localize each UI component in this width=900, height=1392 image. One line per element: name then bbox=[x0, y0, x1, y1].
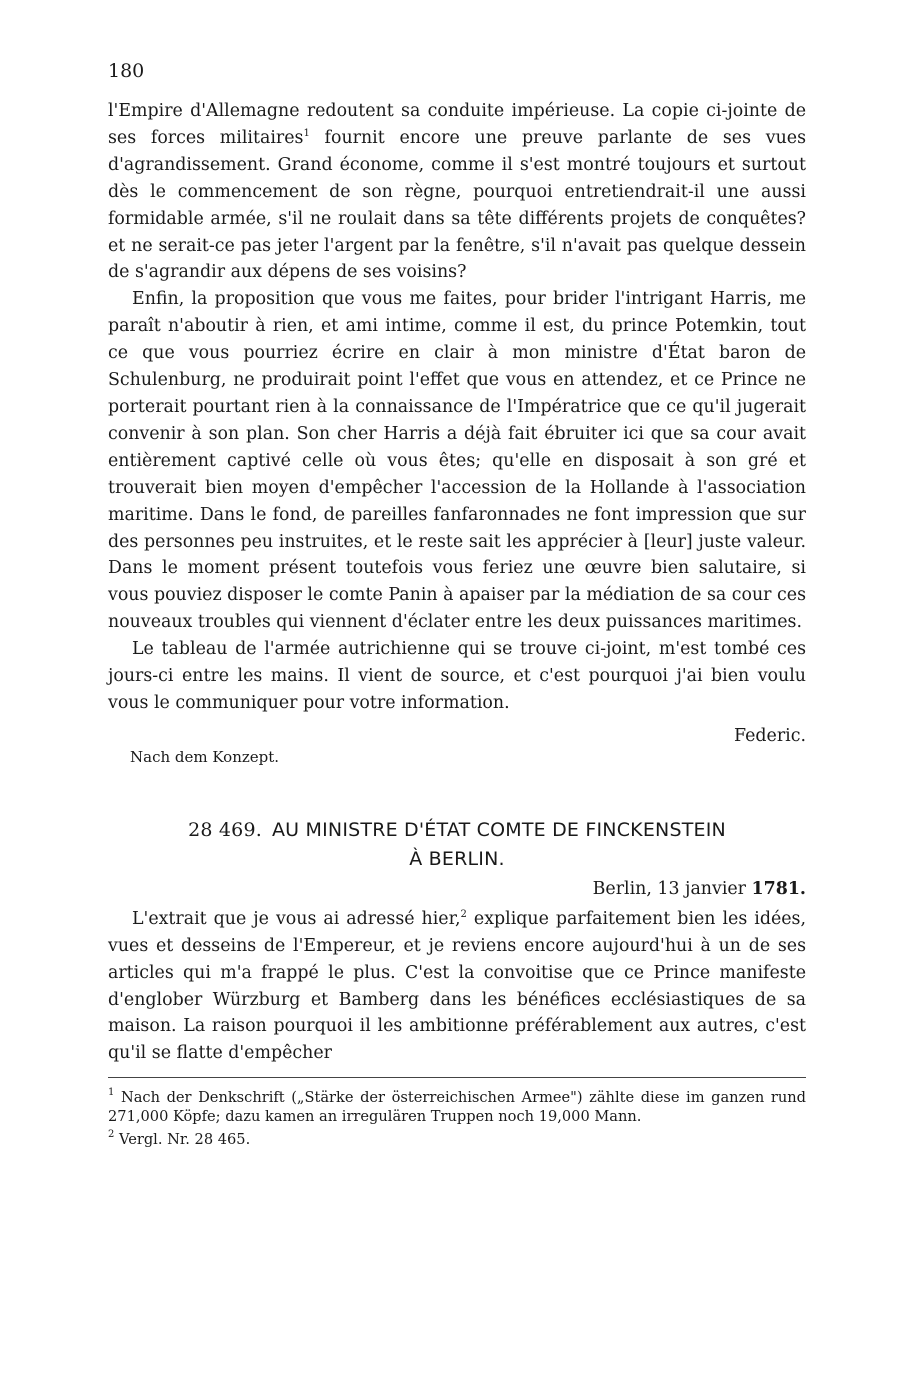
date-year: 1781. bbox=[751, 878, 806, 899]
body-paragraph: Enfin, la proposition que vous me faites, pour brider l'intrigant Harris, me paraît n'aboutir à rien, et ami intime, comme il est, du prince Potemkin, tout ce que vous pourriez écrire en clair à mon ministre d'État baron de Schulenburg, ne produirait point l'effet que vous en attendez, et ce Prince ne porterait pourtant rien à la connaissance de l'Impératrice que ce qu'il jugerait convenir à son plan. Son cher Harris a déjà fait ébruiter ici que sa cour avait entièrement captivé celle où vous êtes; qu'elle en disposait à son gré et trouverait bien moyen d'empêcher l'accession de la Hollande à l'association maritime. Dans le fond, de pareilles fanfaronnades ne font impression que sur des personnes peu instruites, et le reste sait les apprécier à [leur] juste valeur. Dans le moment présent toutefois vous feriez une œuvre bien salutaire, si vous pouviez disposer le comte Panin à apaiser par la médiation de sa cour ces nouveaux troubles qui viennent d'éclater entre les deux puissances maritimes. bbox=[108, 289, 806, 633]
footnote-mark: 2 bbox=[108, 1129, 115, 1141]
footnote-reference: 1 bbox=[303, 127, 310, 139]
body-paragraph-continued bbox=[108, 98, 806, 286]
footnote bbox=[108, 1088, 806, 1126]
paragraph-text: fournit encore une preuve parlante de ses vues d'agrandissement. Grand économe, comme il s'est montré toujours et surtout dès le commencement de son règne, pourquoi entretiendrait-il une aussi formidable armée, s'il ne roulait dans sa tête différents projets de conquêtes? et ne serait-ce pas jeter l'argent par la fenêtre, s'il n'avait pas quelque dessein de s'agrandir aux dépens de ses voisins? bbox=[108, 127, 807, 283]
letter-heading bbox=[108, 816, 806, 874]
footnote-mark: 1 bbox=[108, 1087, 115, 1099]
paragraph-text: l'Empire d'Allemagne redoutent sa conduite impérieuse. La copie ci-jointe de ses forces militaires bbox=[108, 101, 806, 148]
letter-body-paragraph bbox=[108, 906, 806, 1067]
paragraph-text: explique parfaitement bien les idées, vues et desseins de l'Empereur, et je reviens encore aujourd'hui à un de ses articles qui m'a frappé le plus. C'est la convoitise que ce Prince manifeste d'englober Würzburg et Bamberg dans les bénéfices ecclésiastiques de sa maison. La raison pourquoi il les ambitionne préférablement aux autres, c'est qu'il se flatte d'empêcher bbox=[108, 908, 806, 1064]
footnote-divider bbox=[108, 1077, 806, 1078]
letter-dateline bbox=[108, 876, 806, 903]
letter-heading-line2: À BERLIN. bbox=[409, 847, 505, 870]
date-place: Berlin, 13 janvier bbox=[592, 878, 752, 899]
document-page bbox=[108, 58, 806, 1149]
signature: Federic. bbox=[734, 725, 806, 746]
source-note: Nach dem Konzept. bbox=[130, 747, 280, 766]
footnote-text: Vergl. Nr. 28 465. bbox=[114, 1131, 251, 1149]
page-number: 180 bbox=[108, 60, 145, 82]
footnote-reference: 2 bbox=[460, 908, 467, 920]
letter-number: 28 469. bbox=[188, 818, 262, 841]
body-paragraph: Le tableau de l'armée autrichienne qui se trouve ci-joint, m'est tombé ces jours-ci entre les mains. Il vient de source, et c'est pourquoi j'ai bien voulu vous le communiquer pour votre information. bbox=[108, 639, 806, 713]
letter-recipient: AU MINISTRE D'ÉTAT COMTE DE FINCKENSTEIN bbox=[271, 818, 726, 841]
footnote bbox=[108, 1130, 806, 1149]
footnote-text: Nach der Denkschrift („Stärke der österreichischen Armee") zählte diese im ganzen rund 271,000 Köpfe; dazu kamen an irregulären Truppen noch 19,000 Mann. bbox=[108, 1089, 806, 1126]
paragraph-text: L'extrait que je vous ai adressé hier, bbox=[132, 908, 461, 929]
letter-heading-line1 bbox=[108, 816, 806, 845]
